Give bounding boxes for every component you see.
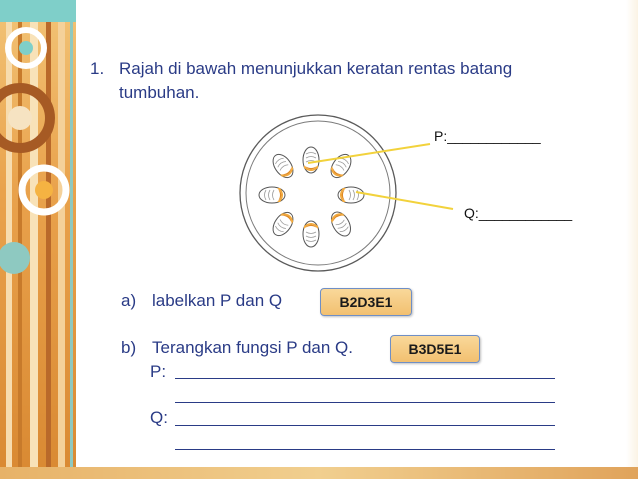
skill-badge-a: B2D3E1 <box>320 288 412 316</box>
answer-line <box>175 449 555 450</box>
part-b-marker: b) <box>121 338 137 357</box>
skill-badge-b: B3D5E1 <box>390 335 480 363</box>
answer-p-label: P: <box>150 362 167 381</box>
vascular-bundle <box>303 147 319 173</box>
part-a-text: labelkan P dan Q <box>152 291 283 310</box>
vascular-bundle <box>303 221 319 247</box>
answer-q-label: Q: <box>150 408 168 427</box>
label-p: P:____________ <box>434 128 541 144</box>
answer-line <box>175 402 555 403</box>
vascular-bundle <box>259 187 285 203</box>
answer-line <box>175 425 555 426</box>
question-line-1: Rajah di bawah menunjukkan keratan rentas batang <box>119 59 513 78</box>
label-q: Q:____________ <box>464 205 573 221</box>
part-a-marker: a) <box>121 291 137 310</box>
question-line-2: tumbuhan. <box>119 83 200 102</box>
part-b-text: Terangkan fungsi P dan Q. <box>152 338 353 357</box>
question-number: 1. <box>90 59 105 78</box>
vascular-bundle <box>338 187 364 203</box>
answer-line <box>175 378 555 379</box>
